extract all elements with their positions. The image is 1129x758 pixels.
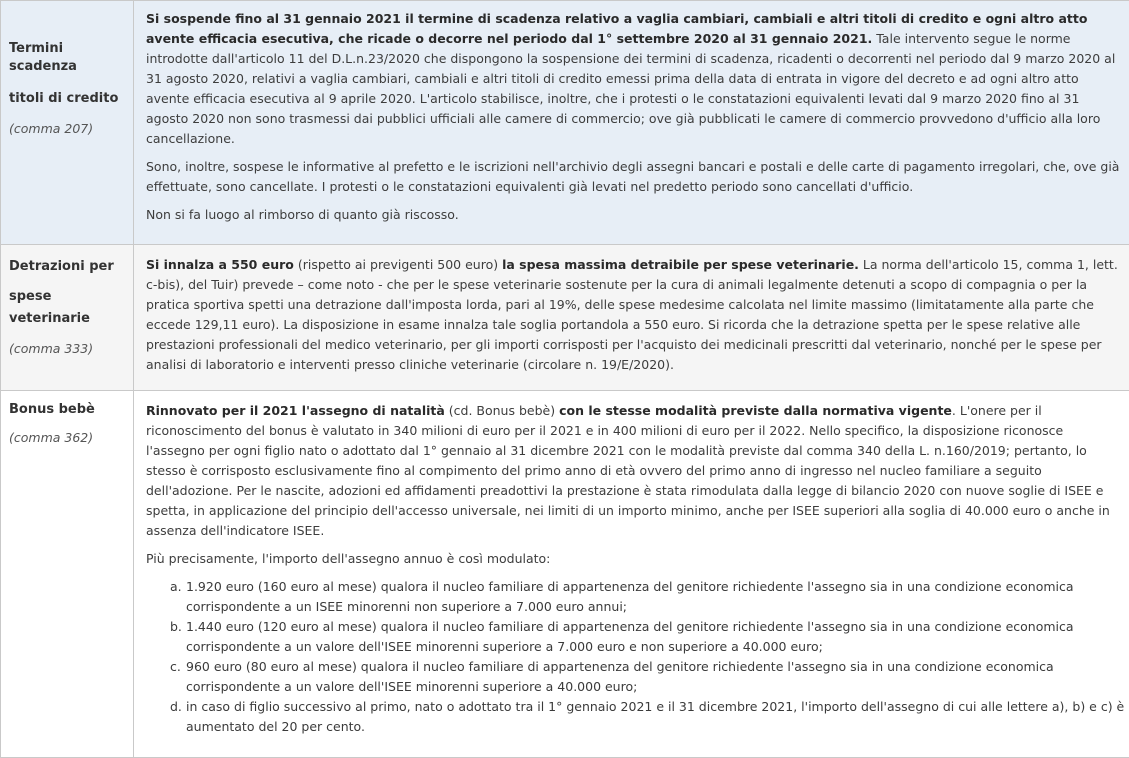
row-title: veterinarie — [9, 311, 90, 326]
list-item-text: 1.920 euro (160 euro al mese) qualora il nucleo familiare di appartenenza del genitore richiedente l'assegno sia in una condizione economica corrispondente a un ISEE minorenni non superiore a 7.000 euro annui; — [186, 579, 1074, 614]
row-label-cell — [0, 391, 134, 757]
table-row — [0, 390, 1129, 758]
list-item — [146, 617, 1125, 657]
amount-list — [146, 577, 1125, 737]
comma-reference: (comma 362) — [9, 430, 94, 445]
body-text: (cd. Bonus bebè) — [444, 403, 560, 418]
row-title: titoli di credito — [9, 91, 119, 106]
row-title: Termini — [9, 41, 64, 56]
row-title: spese — [9, 289, 52, 304]
paragraph — [146, 401, 1125, 541]
paragraph: Non si fa luogo al rimborso di quanto già riscosso. — [146, 207, 459, 222]
row-title: Detrazioni per — [9, 259, 114, 274]
list-item — [146, 577, 1125, 617]
comma-reference: (comma 207) — [9, 121, 94, 136]
paragraph: Più precisamente, l'importo dell'assegno annuo è così modulato: — [146, 551, 551, 566]
list-marker: a. — [170, 579, 182, 594]
body-text: . L'onere per il riconoscimento del bonus è valutato in 340 milioni di euro per il 2021 e in 400 milioni di euro per il 2022. Nello specifico, la disposizione riconosce l'assegno per ogni figlio nato o adottato dal 1° gennaio al 31 dicembre 2021 con le modalità previste dal comma 340 della L. n.160/2019; pertanto, lo stesso è corrisposto esclusivamente fino al compimento del primo anno di età ovvero del primo anno di ingresso nel nucleo familiare a seguito dell'adozione. Per le nascite, adozioni ed affidamenti preadottivi la prestazione è stata rimodulata dalla legge di bilancio 2020 con nuove soglie di ISEE e spetta, in applicazione del principio dell'accesso universale, nei limiti di un importo minimo, anche per ISEE superiori alla soglia di 40.000 euro o anche in assenza dell'indicatore ISEE. — [146, 403, 1110, 538]
list-item-text: 1.440 euro (120 euro al mese) qualora il nucleo familiare di appartenenza del genitore richiedente l'assegno sia in una condizione economica corrispondente a un valore dell'ISEE minorenni superiore a 7.000 euro e non superiore a 40.000 euro; — [186, 619, 1074, 654]
body-text: La norma dell'articolo 15, comma 1, lett. c-bis), del Tuir) prevede – come noto - che per le spese veterinarie sostenute per la cura di animali legalmente detenuti a scopo di compagnia o per la pratica sportiva spetti una detrazione dall'imposta lorda, pari al 19%, delle spese medesime calcolata nel limite massimo (limitatamente alla parte che eccede 129,11 euro). La disposizione in esame innalza tale soglia portandola a 550 euro. Si ricorda che la detrazione spetta per le spese relative alle prestazioni professionali del medico veterinario, per gli importi corrisposti per l'acquisto dei medicinali prescritti dal veterinario, nonché per le spese per analisi di laboratorio e interventi presso cliniche veterinarie (circolare n. 19/E/2020). — [146, 257, 1118, 372]
bold-text: Si sospende fino al 31 gennaio 2021 il termine di scadenza relativo a vaglia cambiari, cambiali e altri titoli di credito e ogni altro atto avente efficacia esecutiva, che ricade o decorre nel periodo dal 1° settembre 2020 al 31 gennaio 2021. — [146, 11, 1088, 46]
list-marker: c. — [170, 659, 181, 674]
paragraph: Sono, inoltre, sospese le informative al prefetto e le iscrizioni nell'archivio degli assegni bancari e postali e delle carte di pagamento irregolari, che, ove già effettuate, sono cancellate. I protesti o le constatazioni equivalenti già levati nel predetto periodo sono cancellati d'ufficio. — [146, 159, 1120, 194]
paragraph — [146, 255, 1125, 375]
row-label-cell — [0, 1, 134, 245]
row-content-cell — [135, 245, 1129, 391]
bold-text: Rinnovato per il 2021 l'assegno di natalità — [146, 403, 445, 418]
row-label-cell — [0, 245, 134, 391]
list-item — [146, 697, 1125, 737]
list-marker: d. — [170, 699, 182, 714]
table-row — [0, 244, 1129, 391]
list-item — [146, 657, 1125, 697]
list-marker: b. — [170, 619, 182, 634]
list-item-text: in caso di figlio successivo al primo, nato o adottato tra il 1° gennaio 2021 e il 31 dicembre 2021, l'importo dell'assegno di cui alle lettere a), b) e c) è aumentato del 20 per cento. — [186, 699, 1125, 734]
paragraph — [146, 9, 1125, 149]
bold-text: Si innalza a 550 euro — [146, 257, 294, 272]
body-text: Tale intervento segue le norme introdotte dall'articolo 11 del D.L.n.23/2020 che dispongono la sospensione dei termini di scadenza, ricadenti o decorrenti nel periodo dal 9 marzo 2020 al 31 agosto 2020, relativi a vaglia cambiari, cambiali e altri titoli di credito emessi prima della data di entrata in vigore del decreto e ad ogni altro atto avente efficacia esecutiva al 9 aprile 2020. L'articolo stabilisce, inoltre, che i protesti o le constatazioni equivalenti levati dal 9 marzo 2020 fino al 31 agosto 2020 non sono trasmessi dai pubblici ufficiali alle camere di commercio; ove già pubblicati le camere di commercio provvedono d'ufficio alla loro cancellazione. — [146, 31, 1116, 146]
body-text: (rispetto ai previgenti 500 euro) — [293, 257, 503, 272]
bold-text: la spesa massima detraibile per spese veterinarie. — [502, 257, 859, 272]
row-title: scadenza — [9, 59, 77, 74]
comma-reference: (comma 333) — [9, 341, 94, 356]
list-item-text: 960 euro (80 euro al mese) qualora il nucleo familiare di appartenenza del genitore richiedente l'assegno sia in una condizione economica corrispondente a un valore dell'ISEE minorenni superiore a 40.000 euro; — [186, 659, 1054, 694]
row-content-cell — [135, 391, 1129, 757]
bold-text: con le stesse modalità previste dalla normativa vigente — [559, 403, 952, 418]
row-content-cell — [135, 1, 1129, 245]
table-row — [0, 0, 1129, 245]
row-title: Bonus bebè — [9, 402, 95, 417]
